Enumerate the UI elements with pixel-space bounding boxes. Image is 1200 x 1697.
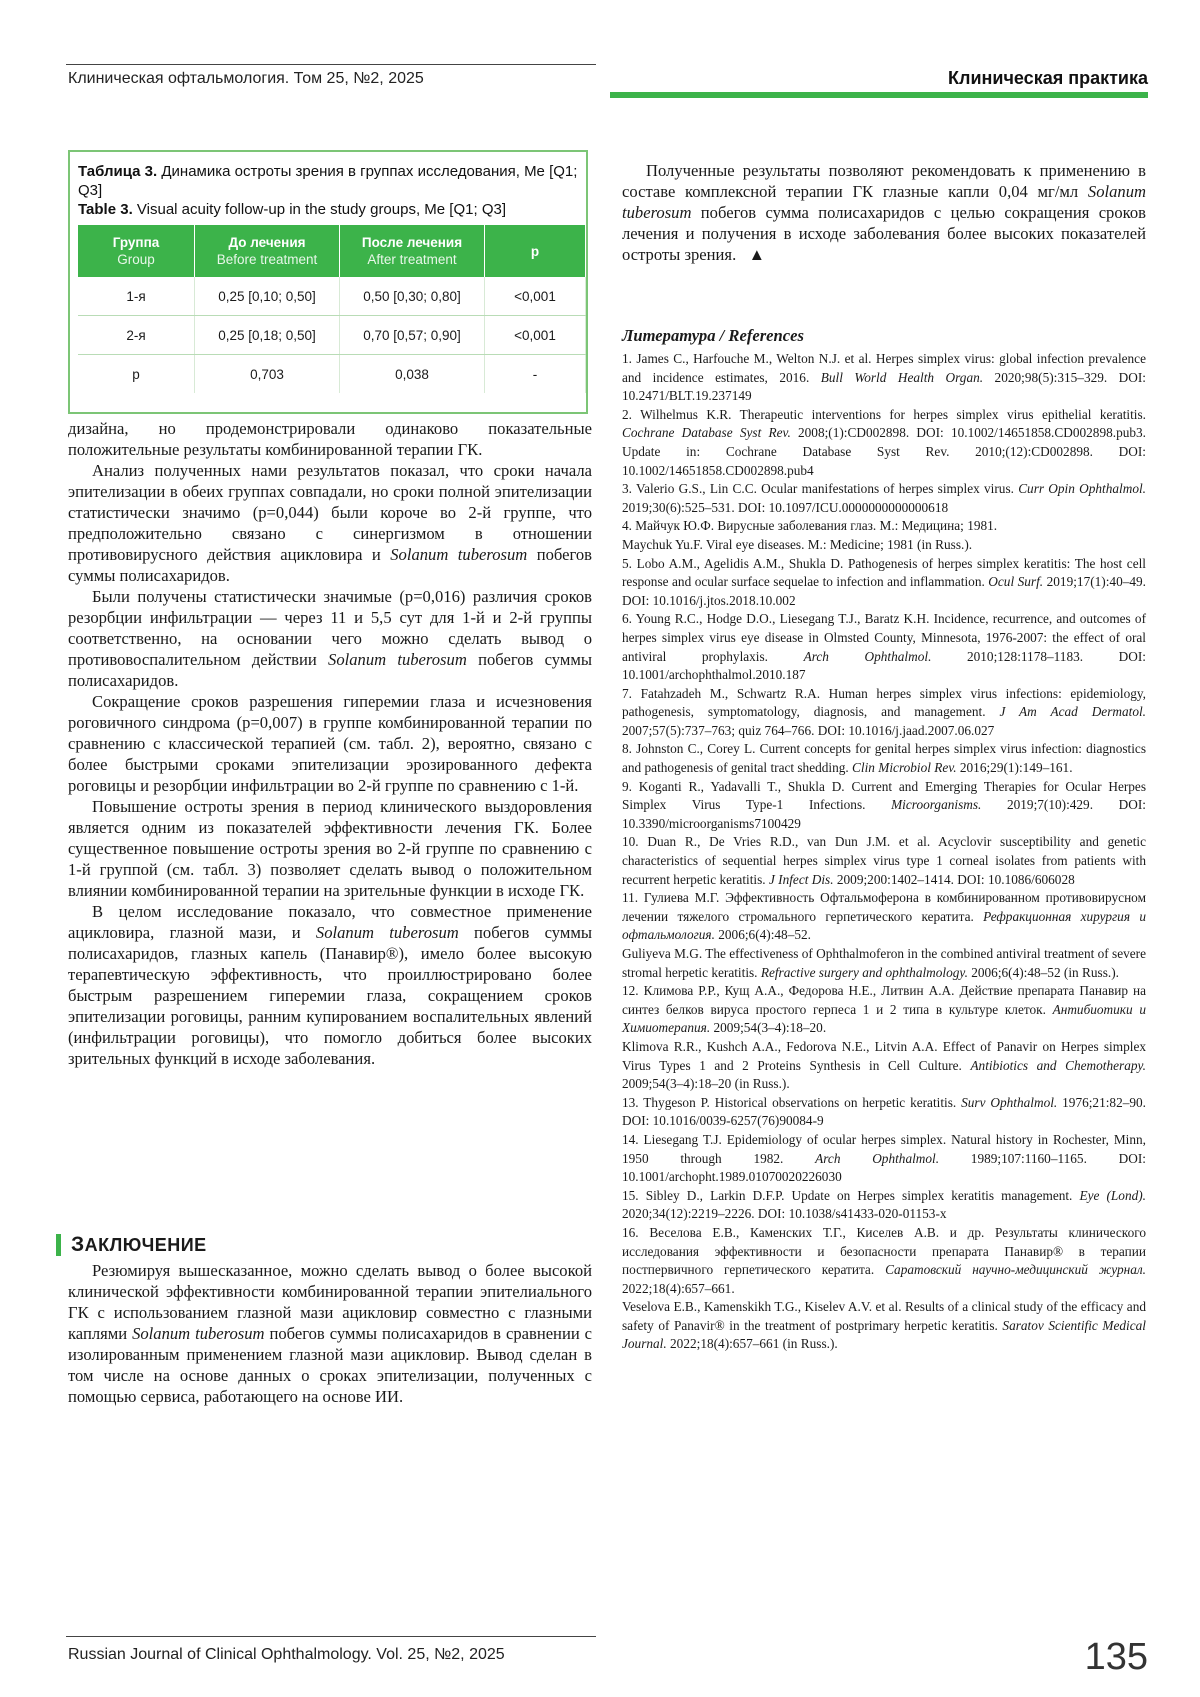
paragraph: Сокращение сроков разрешения гиперемии глаза и исчезновения роговичного синдрома (p=0,007) в группе комбинированной терапии по сравнению с классической терапией (см. табл. 2), вероятно, связано с более быстрыми сроками эпителизации эрозированного дефекта роговицы и резорбции инфильтрации во 2-й группе по сравнению с 1-й.	[68, 691, 592, 796]
footer-journal-title: Russian Journal of Clinical Ophthalmology. Vol. 25, №2, 2025	[68, 1646, 505, 1664]
visual-acuity-table	[78, 225, 586, 393]
reference-item: Veselova E.B., Kamenskikh T.G., Kiselev A.V. et al. Results of a clinical study of the efficacy and safety of Panavir® in the treatment of postprimary herpetic keratitis. Saratov Scientific Medical Journal. 2022;18(4):657–661 (in Russ.).	[622, 1298, 1146, 1354]
reference-item: 4. Майчук Ю.Ф. Вирусные заболевания глаз. М.: Медицина; 1981.	[622, 517, 1146, 536]
table-3-box	[68, 150, 588, 414]
col-header-p: p	[485, 225, 586, 277]
footer-rule	[66, 1636, 596, 1637]
left-column-text	[68, 418, 592, 1069]
reference-item: 6. Young R.C., Hodge D.O., Liesegang T.J., Baratz K.H. Incidence, recurrence, and outcomes of herpes simplex virus eye disease in Olmsted County, Minnesota, 1976-2007: the effect of oral antiviral prophylaxis. Arch Ophthalmol. 2010;128:1178–1183. DOI: 10.1001/archophthalmol.2010.187	[622, 610, 1146, 684]
table-cell: <0,001	[485, 316, 586, 355]
caption-en-text: Visual acuity follow-up in the study groups, Me [Q1; Q3]	[133, 201, 506, 218]
header-section-title: Клиническая практика	[948, 68, 1148, 89]
paragraph: Были получены статистически значимые (p=0,016) различия сроков резорбции инфильтрации — через 11 и 5,5 сут для 1-й и 2-й группы соответственно, на основании чего можно сделать вывод о противовоспалительном действии Solanum tuberosum побегов суммы полисахаридов.	[68, 586, 592, 691]
reference-item: 14. Liesegang T.J. Epidemiology of ocular herpes simplex. Natural history in Rochester, Minn, 1950 through 1982. Arch Ophthalmol. 1989;107:1160–1165. DOI: 10.1001/archopht.1989.01070020226030	[622, 1131, 1146, 1187]
table-caption-en	[78, 200, 578, 219]
table-row	[78, 316, 586, 355]
references-list	[622, 350, 1146, 1354]
reference-item: 10. Duan R., De Vries R.D., van Dun J.M. et al. Acyclovir susceptibility and genetic characteristics of sequential herpes simplex virus type 1 corneal isolates from patients with recurrent herpetic keratitis. J Infect Dis. 2009;200:1402–1414. DOI: 10.1086/606028	[622, 833, 1146, 889]
conclusion-heading: ЗАКЛЮЧЕНИЕ	[56, 1234, 207, 1256]
header-journal-title: Клиническая офтальмология. Том 25, №2, 2025	[68, 70, 424, 88]
reference-item: 9. Koganti R., Yadavalli T., Shukla D. Current and Emerging Therapies for Ocular Herpes Simplex Virus Type-1 Infections. Microorganisms. 2019;7(10):429. DOI: 10.3390/microorganisms7100429	[622, 778, 1146, 834]
table-caption-ru	[78, 162, 578, 200]
table-cell: 0,038	[340, 355, 485, 394]
reference-item: Guliyeva M.G. The effectiveness of Ophthalmoferon in the combined antiviral treatment of severe stromal herpetic keratitis. Refractive surgery and ophthalmology. 2006;6(4):48–52 (in Russ.).	[622, 945, 1146, 982]
caption-ru-label: Таблица 3.	[78, 163, 157, 180]
conclusion-text	[68, 1260, 592, 1407]
col-header-group: Группа Group	[78, 225, 195, 277]
paragraph: В целом исследование показало, что совместное применение ацикловира, глазной мази, и Solanum tuberosum побегов суммы полисахаридов, глазных капель (Панавир®), имело более высокую терапевтическую эффективность, что проиллюстрировано более быстрым разрешением гиперемии глаза, сокращением сроков эпителизации роговицы, ранним купированием воспалительных явлений (инфильтрации роговицы), что помогло добиться более высоких зрительных функций в исходе заболевания.	[68, 901, 592, 1069]
end-of-article-mark: ▲	[749, 245, 765, 264]
table-row	[78, 277, 586, 316]
reference-item: Klimova R.R., Kushch A.A., Fedorova N.E., Litvin A.A. Effect of Panavir on Herpes simplex Virus Types 1 and 2 Proteins Synthesis in Cell Culture. Antibiotics and Chemotherapy. 2009;54(3–4):18–20 (in Russ.).	[622, 1038, 1146, 1094]
col-header-after: После лечения After treatment	[340, 225, 485, 277]
reference-item: 1. James C., Harfouche M., Welton N.J. et al. Herpes simplex virus: global infection prevalence and incidence estimates, 2016. Bull World Health Organ. 2020;98(5):315–329. DOI: 10.2471/BLT.19.237149	[622, 350, 1146, 406]
paragraph: Анализ полученных нами результатов показал, что сроки начала эпителизации в обеих группах совпадали, но сроки полной эпителизации статистически значимо (p=0,044) были короче во 2-й группе, что предположительно связано с синергизмом в отношении противовирусного действия ацикловира и Solanum tuberosum побегов суммы полисахаридов.	[68, 460, 592, 586]
caption-en-label: Table 3.	[78, 201, 133, 218]
references-title: Литература / References	[622, 326, 804, 346]
reference-item: 5. Lobo A.M., Agelidis A.M., Shukla D. Pathogenesis of herpes simplex keratitis: The host cell response and ocular surface sequelae to infection and inflammation. Ocul Surf. 2019;17(1):40–49. DOI: 10.1016/j.jtos.2018.10.002	[622, 555, 1146, 611]
reference-item: 11. Гулиева М.Г. Эффективность Офтальмоферона в комбинированном противовирусном лечении тяжелого стромального герпетического кератита. Рефракционная хирургия и офтальмология. 2006;6(4):48–52.	[622, 889, 1146, 945]
header-accent-bar	[610, 92, 1148, 98]
table-cell: 2-я	[78, 316, 195, 355]
header-rule	[66, 64, 596, 65]
table-header-row	[78, 225, 586, 277]
table-cell: 0,703	[195, 355, 340, 394]
table-cell: <0,001	[485, 277, 586, 316]
paragraph: Повышение остроты зрения в период клинического выздоровления является одним из показателей эффективности лечения ГК. Более существенное повышение остроты зрения во 2-й группе по сравнению с 1-й группой (см. табл. 3) позволяет сделать вывод о положительном влиянии комбинированной терапии на зрительные функции в исходе ГК.	[68, 796, 592, 901]
reference-item: 12. Климова Р.Р., Кущ А.А., Федорова Н.Е., Литвин А.А. Действие препарата Панавир на синтез белков вируса простого герпеса 1 и 2 типа в культуре клеток. Антибиотики и Химиотерапия. 2009;54(3–4):18–20.	[622, 982, 1146, 1038]
reference-item: 7. Fatahzadeh M., Schwartz R.A. Human herpes simplex virus infections: epidemiology, pathogenesis, symptomatology, diagnosis, and management. J Am Acad Dermatol. 2007;57(5):737–763; quiz 764–766. DOI: 10.1016/j.jaad.2007.06.027	[622, 685, 1146, 741]
reference-item: 8. Johnston C., Corey L. Current concepts for genital herpes simplex virus infection: diagnostics and pathogenesis of genital tract shedding. Clin Microbiol Rev. 2016;29(1):149–161.	[622, 740, 1146, 777]
reference-item: 16. Веселова Е.В., Каменских Т.Г., Киселев А.В. и др. Результаты клинического исследования эффективности и безопасности препарата Панавир® в терапии постпервичного герпетического кератита. Саратовский научно-медицинский журнал. 2022;18(4):657–661.	[622, 1224, 1146, 1298]
col-header-before: До лечения Before treatment	[195, 225, 340, 277]
reference-item: 13. Thygeson P. Historical observations on herpetic keratitis. Surv Ophthalmol. 1976;21:82–90. DOI: 10.1016/0039-6257(76)90084-9	[622, 1094, 1146, 1131]
table-cell: -	[485, 355, 586, 394]
reference-item: 15. Sibley D., Larkin D.F.P. Update on Herpes simplex keratitis management. Eye (Lond). 2020;34(12):2219–2226. DOI: 10.1038/s41433-020-01153-x	[622, 1187, 1146, 1224]
page-number: 135	[1085, 1636, 1148, 1679]
table-cell: 0,25 [0,18; 0,50]	[195, 316, 340, 355]
table-cell: 0,70 [0,57; 0,90]	[340, 316, 485, 355]
paragraph: Резюмируя вышесказанное, можно сделать вывод о более высокой клинической эффективности комбинированной терапии эпителиального ГК с использованием глазной мази ацикловир совместно с глазными каплями Solanum tuberosum побегов суммы полисахаридов в сравнении с изолированным применением глазной мази ацикловир. Вывод сделан в том числе на основе данных о сроках эпителизации, полученных с помощью сервиса, работающего на основе ИИ.	[68, 1260, 592, 1407]
table-cell: 0,25 [0,10; 0,50]	[195, 277, 340, 316]
table-row	[78, 355, 586, 394]
table-cell: 0,50 [0,30; 0,80]	[340, 277, 485, 316]
reference-item: 3. Valerio G.S., Lin C.C. Ocular manifestations of herpes simplex virus. Curr Opin Ophthalmol. 2019;30(6):525–531. DOI: 10.1097/ICU.0000000000000618	[622, 480, 1146, 517]
table-cell: p	[78, 355, 195, 394]
table-cell: 1-я	[78, 277, 195, 316]
reference-item: Maychuk Yu.F. Viral eye diseases. M.: Medicine; 1981 (in Russ.).	[622, 536, 1146, 555]
paragraph: Полученные результаты позволяют рекомендовать к применению в составе комплексной терапии ГК глазные капли 0,04 мг/мл Solanum tuberosum побегов сумма полисахаридов с целью сокращения сроков лечения и получения в исходе заболевания более высоких показателей остроты зрения. ▲	[622, 160, 1146, 265]
paragraph: дизайна, но продемонстрировали одинаково показательные положительные результаты комбинированной терапии ГК.	[68, 418, 592, 460]
caption-ru-text: Динамика остроты зрения в группах исследования, Me [Q1; Q3]	[78, 163, 577, 199]
right-column-text	[622, 160, 1146, 265]
reference-item: 2. Wilhelmus K.R. Therapeutic interventions for herpes simplex virus epithelial keratitis. Cochrane Database Syst Rev. 2008;(1):CD002898. DOI: 10.1002/14651858.CD002898.pub3. Update in: Cochrane Database Syst Rev. 2010;(12):CD002898. DOI: 10.1002/14651858.CD002898.pub4	[622, 406, 1146, 480]
